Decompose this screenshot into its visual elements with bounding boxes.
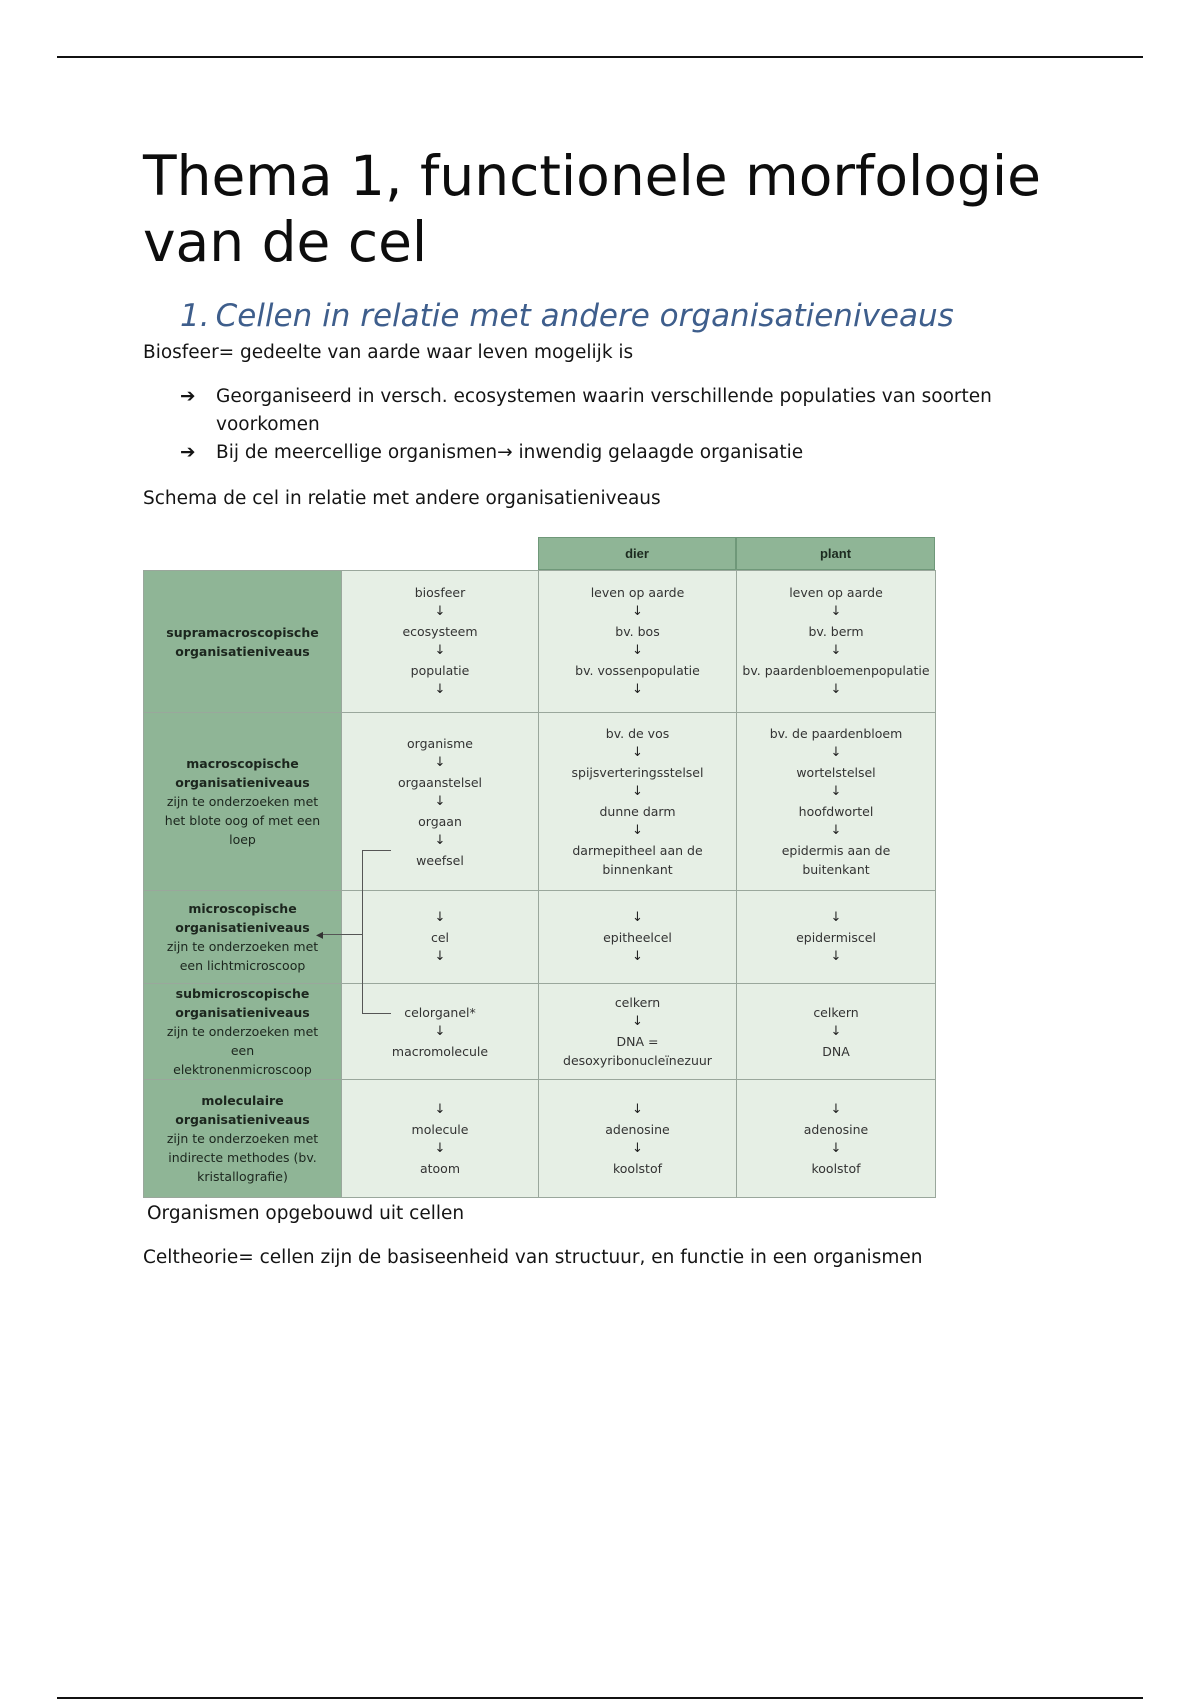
level-label-title: supramacroscopische organisatieniveaus bbox=[166, 624, 319, 659]
level-item: adenosine bbox=[803, 1121, 869, 1137]
level-label-description: zijn te onderzoeken met een lichtmicroscoop bbox=[166, 939, 319, 973]
bullet-text: Georganiseerd in versch. ecosystemen waarin verschillende populaties van soorten voorkomen bbox=[216, 386, 992, 435]
level-label-description: zijn te onderzoeken met een elektronenmicroscoop bbox=[166, 1024, 319, 1077]
footer-rule bbox=[57, 1697, 1143, 1699]
level-item: bv. paardenbloemenpopulatie bbox=[742, 663, 930, 678]
arrow-down-icon: ↓ bbox=[632, 604, 643, 619]
cell-plant bbox=[737, 713, 936, 891]
level-item: epidermis aan de buitenkant bbox=[781, 843, 891, 877]
level-item: dunne darm bbox=[599, 804, 676, 819]
level-item: adenosine bbox=[605, 1121, 670, 1137]
connector-line bbox=[362, 850, 391, 851]
bullet-item bbox=[180, 383, 1000, 439]
arrow-down-icon: ↓ bbox=[632, 1140, 643, 1156]
level-label bbox=[144, 1080, 342, 1198]
cell-dier bbox=[539, 1080, 737, 1198]
arrow-down-icon: ↓ bbox=[632, 1101, 643, 1117]
bullet-item bbox=[180, 439, 1000, 467]
table-row bbox=[144, 891, 936, 984]
figure-caption: Organismen opgebouwd uit cellen bbox=[147, 1203, 465, 1224]
level-item: DNA bbox=[822, 1043, 850, 1059]
arrow-down-icon: ↓ bbox=[632, 1014, 643, 1029]
level-item: atoom bbox=[419, 1160, 461, 1176]
table-row bbox=[144, 984, 936, 1080]
cell-dier bbox=[539, 571, 737, 713]
table-row bbox=[144, 1080, 936, 1198]
arrow-left-icon: ◂ bbox=[316, 926, 324, 942]
arrow-down-icon: ↓ bbox=[434, 643, 446, 658]
table-row bbox=[144, 713, 936, 891]
arrow-down-icon: ↓ bbox=[434, 682, 446, 697]
level-label bbox=[144, 571, 342, 713]
arrow-down-icon: ↓ bbox=[434, 948, 446, 964]
level-item: weefsel bbox=[416, 852, 464, 868]
arrow-down-icon: ↓ bbox=[434, 832, 446, 848]
connector-line bbox=[323, 934, 363, 935]
arrow-down-icon: ↓ bbox=[632, 909, 643, 925]
header-rule bbox=[57, 56, 1143, 58]
arrow-down-icon: ↓ bbox=[632, 745, 643, 760]
arrow-down-icon: ↓ bbox=[830, 1023, 842, 1039]
level-item: macromolecule bbox=[391, 1043, 489, 1059]
cell-dier bbox=[539, 891, 737, 984]
level-item: biosfeer bbox=[414, 585, 466, 600]
header-plant: plant bbox=[736, 537, 935, 570]
level-item: leven op aarde bbox=[590, 585, 685, 600]
arrow-down-icon: ↓ bbox=[632, 948, 643, 964]
arrow-down-icon: ↓ bbox=[632, 823, 643, 838]
cell-plant bbox=[737, 571, 936, 713]
level-item: orgaan bbox=[418, 813, 462, 829]
level-label-title: submicroscopische organisatieniveaus bbox=[175, 986, 310, 1020]
level-item: ecosysteem bbox=[402, 624, 478, 639]
page-title: Thema 1, functionele morfologie van de cel bbox=[143, 144, 1041, 274]
cell-plant bbox=[737, 891, 936, 984]
organisation-levels-table bbox=[143, 570, 936, 1198]
arrow-right-icon: ➔ bbox=[180, 386, 196, 407]
level-item: molecule bbox=[411, 1121, 469, 1137]
biosfeer-definition: Biosfeer= gedeelte van aarde waar leven mogelijk is bbox=[143, 342, 634, 363]
level-item: leven op aarde bbox=[789, 585, 883, 600]
arrow-down-icon: ↓ bbox=[434, 909, 446, 925]
level-item: bv. de paardenbloem bbox=[769, 726, 903, 741]
arrow-down-icon: ↓ bbox=[830, 784, 842, 799]
level-label-title: moleculaire organisatieniveaus bbox=[175, 1093, 310, 1127]
cell-plant bbox=[737, 1080, 936, 1198]
arrow-right-icon: ➔ bbox=[180, 442, 196, 463]
bullet-text: Bij de meercellige organismen→ inwendig gelaagde organisatie bbox=[216, 442, 804, 463]
arrow-down-icon: ↓ bbox=[830, 604, 842, 619]
cell-general bbox=[342, 984, 539, 1080]
arrow-down-icon: ↓ bbox=[830, 1140, 842, 1156]
arrow-down-icon: ↓ bbox=[434, 754, 446, 770]
connector-line bbox=[362, 1013, 391, 1014]
arrow-down-icon: ↓ bbox=[632, 682, 643, 697]
level-item: wortelstelsel bbox=[796, 765, 876, 780]
arrow-down-icon: ↓ bbox=[830, 682, 842, 697]
arrow-down-icon: ↓ bbox=[830, 909, 842, 925]
level-label-title: microscopische organisatieniveaus bbox=[175, 901, 310, 935]
cell-general bbox=[342, 571, 539, 713]
level-label-description: zijn te onderzoeken met het blote oog of met een loep bbox=[164, 794, 321, 847]
level-item: koolstof bbox=[811, 1160, 861, 1176]
level-item: bv. berm bbox=[808, 624, 864, 639]
arrow-down-icon: ↓ bbox=[434, 1101, 446, 1117]
level-item: darmepitheel aan de binnenkant bbox=[572, 843, 703, 877]
arrow-down-icon: ↓ bbox=[830, 745, 842, 760]
arrow-down-icon: ↓ bbox=[830, 948, 842, 964]
level-item: cel bbox=[430, 929, 450, 945]
level-item: organisme bbox=[407, 735, 473, 751]
level-item: celkern bbox=[614, 995, 661, 1010]
section-number: 1. bbox=[180, 298, 210, 334]
cell-dier bbox=[539, 984, 737, 1080]
arrow-down-icon: ↓ bbox=[830, 823, 842, 838]
level-item: celkern bbox=[813, 1004, 859, 1020]
level-label-description: zijn te onderzoeken met indirecte methodes (bv. kristallografie) bbox=[166, 1131, 319, 1184]
level-item: epitheelcel bbox=[603, 929, 672, 945]
arrow-down-icon: ↓ bbox=[830, 643, 842, 658]
level-item: orgaanstelsel bbox=[398, 774, 482, 790]
table-row bbox=[144, 571, 936, 713]
level-item: epidermiscel bbox=[796, 929, 876, 945]
cell-general bbox=[342, 1080, 539, 1198]
section-heading bbox=[180, 296, 954, 336]
celtheorie-definition: Celtheorie= cellen zijn de basiseenheid van structuur, en functie in een organismen bbox=[143, 1247, 923, 1268]
level-item: bv. bos bbox=[615, 624, 660, 639]
header-dier: dier bbox=[538, 537, 736, 570]
level-item: populatie bbox=[410, 663, 470, 678]
level-label bbox=[144, 713, 342, 891]
section-title: Cellen in relatie met andere organisatieniveaus bbox=[215, 298, 954, 334]
level-item: spijsverteringsstelsel bbox=[571, 765, 704, 780]
arrow-down-icon: ↓ bbox=[434, 604, 446, 619]
level-label bbox=[144, 891, 342, 984]
level-item: koolstof bbox=[612, 1160, 663, 1176]
cell-plant bbox=[737, 984, 936, 1080]
cell-general bbox=[342, 713, 539, 891]
arrow-down-icon: ↓ bbox=[632, 784, 643, 799]
cell-general bbox=[342, 891, 539, 984]
arrow-down-icon: ↓ bbox=[830, 1101, 842, 1117]
level-item: bv. de vos bbox=[605, 726, 670, 741]
cell-dier bbox=[539, 713, 737, 891]
arrow-down-icon: ↓ bbox=[632, 643, 643, 658]
level-item: celorganel* bbox=[404, 1004, 476, 1020]
level-label bbox=[144, 984, 342, 1080]
connector-line bbox=[362, 850, 363, 1013]
organisation-levels-figure bbox=[143, 537, 935, 1195]
level-item: bv. vossenpopulatie bbox=[575, 663, 700, 678]
level-item: DNA = desoxyribonucleïnezuur bbox=[563, 1034, 712, 1068]
level-item: hoofdwortel bbox=[798, 804, 874, 819]
schema-label: Schema de cel in relatie met andere organisatieniveaus bbox=[143, 488, 661, 509]
arrow-down-icon: ↓ bbox=[434, 1023, 446, 1039]
arrow-down-icon: ↓ bbox=[434, 1140, 446, 1156]
level-label-title: macroscopische organisatieniveaus bbox=[175, 756, 310, 790]
arrow-down-icon: ↓ bbox=[434, 793, 446, 809]
bullet-list bbox=[180, 383, 1000, 467]
